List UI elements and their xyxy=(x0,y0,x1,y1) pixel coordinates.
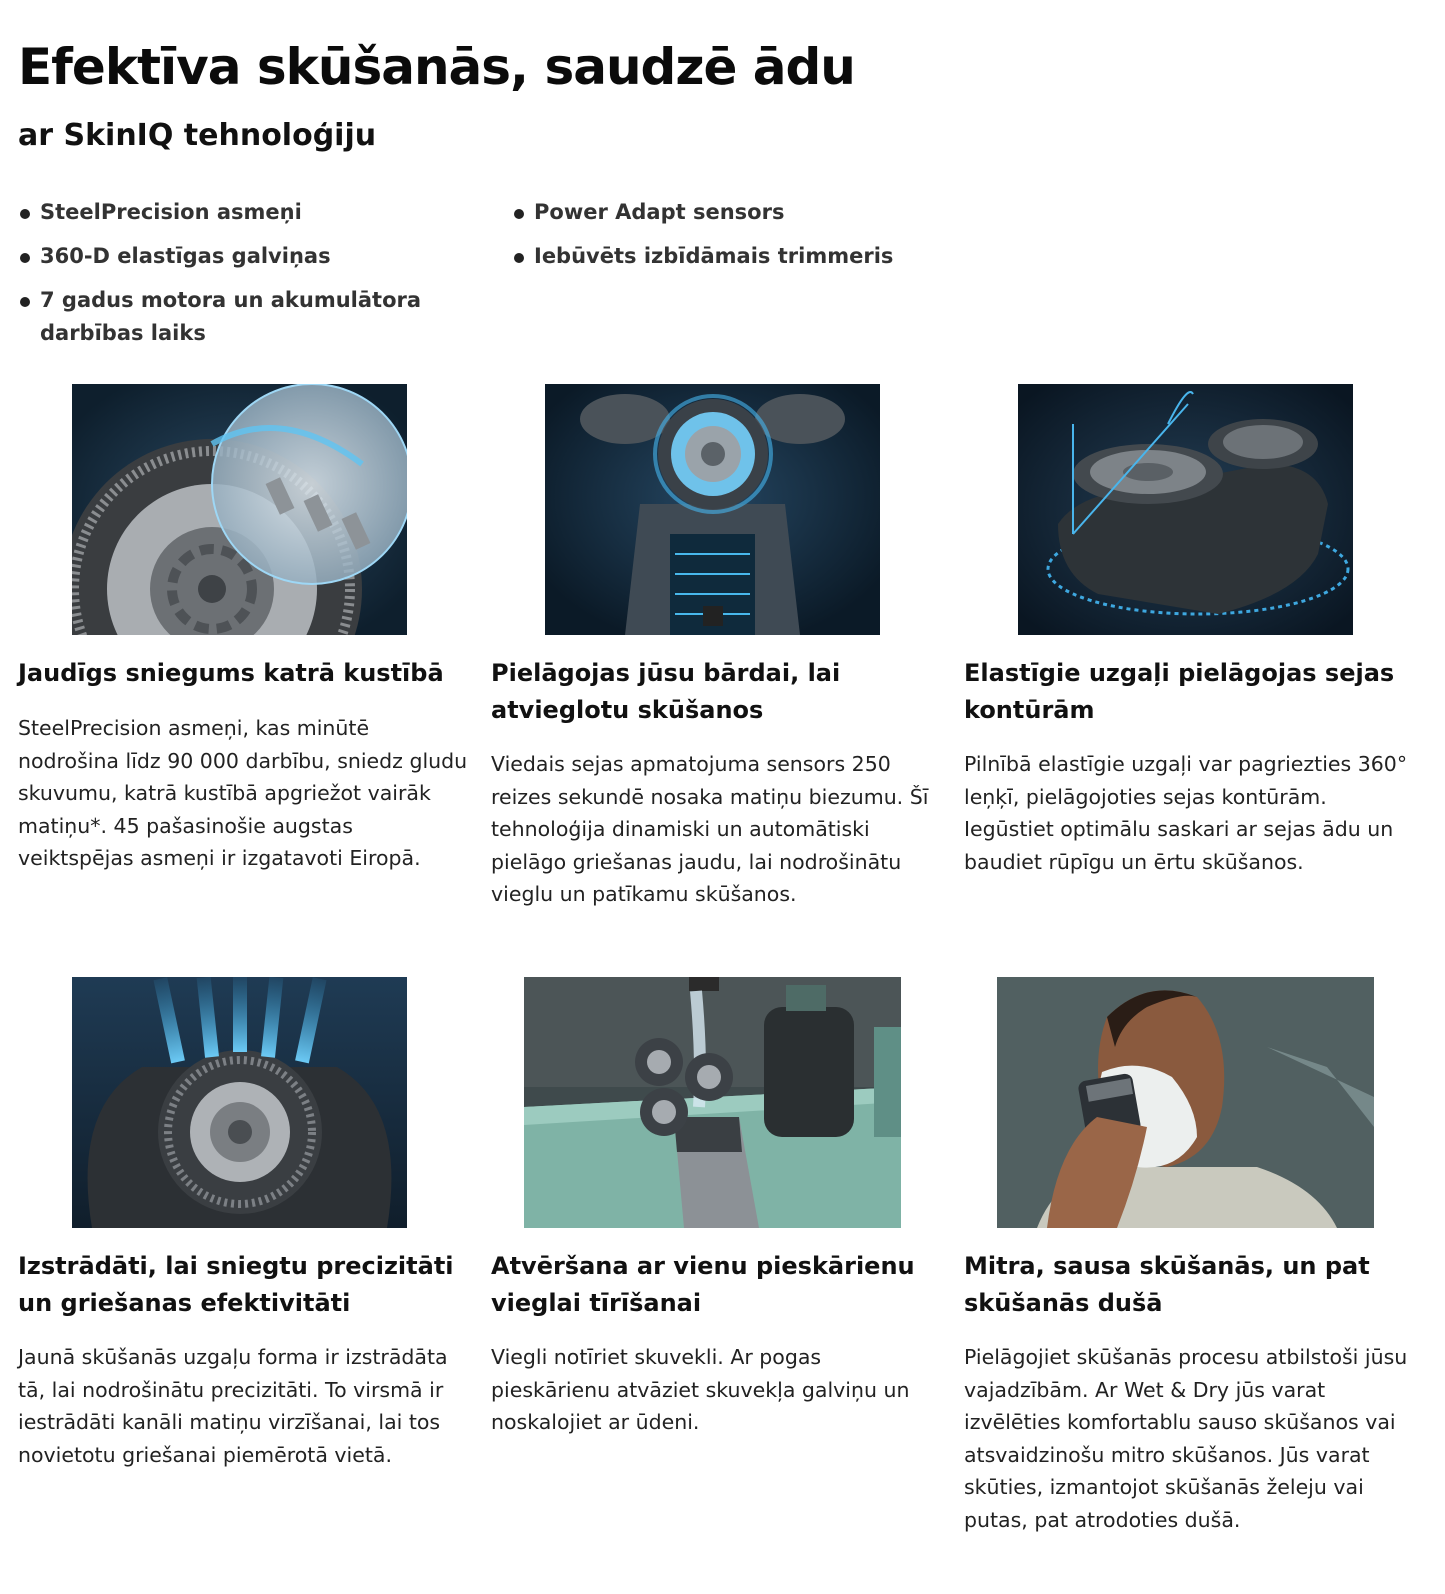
cleaning-image xyxy=(524,977,901,1228)
feature-title: Elastīgie uzgaļi pielāgojas sejas kontūrām xyxy=(964,659,1395,724)
blades-closeup-image xyxy=(72,384,407,635)
cleaning-illustration xyxy=(524,977,901,1228)
feature-title: Mitra, sausa skūšanās, un pat skūšanās dušā xyxy=(964,1252,1370,1317)
bullet-item: Power Adapt sensors xyxy=(512,196,982,229)
bullet-item: Iebūvēts izbīdāmais trimmeris xyxy=(512,240,982,273)
bullet-item: 7 gadus motora un akumulātora darbības laiks xyxy=(18,284,488,350)
feature-title: Jaudīgs sniegums katrā kustībā xyxy=(18,659,444,687)
feature-bullets-right xyxy=(512,196,982,284)
precision-illustration xyxy=(72,977,407,1228)
feature-description: Pilnībā elastīgie uzgaļi var pagriezties 360° leņķī, pielāgojoties sejas kontūrām. Iegūstiet optimālu saskari ar sejas ādu un baudiet rūpīgu un ērtu skūšanos. xyxy=(964,752,1408,874)
feature-description: Viedais sejas apmatojuma sensors 250 reizes sekundē nosaka matiņu biezumu. Šī tehnoloģija dinamiski un automātiski pielāgo griešanas jaudu, lai nodrošinātu vieglu un patīkamu skūšanos. xyxy=(491,752,929,906)
wet-dry-shaving-image xyxy=(997,977,1374,1228)
bullet-item: SteelPrecision asmeņi xyxy=(18,196,488,229)
blades-illustration xyxy=(72,384,407,635)
feature-description: Pielāgojiet skūšanās procesu atbilstoši jūsu vajadzībām. Ar Wet & Dry jūs varat izvēlēties komfortablu sauso skūšanos vai atsvaidzinošu mitro skūšanos. Jūs varat skūties, izmantojot skūšanās želeju vai putas, pat atrodoties dušā. xyxy=(964,1345,1408,1532)
precision-head-image xyxy=(72,977,407,1228)
sensor-illustration xyxy=(545,384,880,635)
feature-title: Izstrādāti, lai sniegtu precizitāti un griešanas efektivitāti xyxy=(18,1252,454,1317)
sensor-image xyxy=(545,384,880,635)
wet-dry-illustration xyxy=(997,977,1374,1228)
bullet-item: 360-D elastīgas galviņas xyxy=(18,240,488,273)
feature-description: SteelPrecision asmeņi, kas minūtē nodrošina līdz 90 000 darbību, sniedz gludu skuvumu, katrā kustībā apgriežot vairāk matiņu*. 45 pašasinošie augstas veiktspējas asmeņi ir izgatavoti Eiropā. xyxy=(18,716,468,870)
feature-description: Jaunā skūšanās uzgaļu forma ir izstrādāta tā, lai nodrošinātu precizitāti. To virsmā ir iestrādāti kanāli matiņu virzīšanai, lai tos novietotu griešanai piemērotā vietā. xyxy=(18,1345,448,1467)
page-subtitle: ar SkinIQ tehnoloģiju xyxy=(18,118,377,153)
feature-title: Atvēršana ar vienu pieskārienu vieglai tīrīšanai xyxy=(491,1252,915,1317)
feature-bullets-left xyxy=(18,196,488,361)
page-title: Efektīva skūšanās, saudzē ādu xyxy=(18,38,855,96)
flex-heads-image xyxy=(1018,384,1353,635)
feature-description: Viegli notīriet skuvekli. Ar pogas pieskārienu atvāziet skuvekļa galviņu un noskalojiet ar ūdeni. xyxy=(491,1345,910,1434)
feature-title: Pielāgojas jūsu bārdai, lai atvieglotu skūšanos xyxy=(491,659,841,724)
flex-heads-illustration xyxy=(1018,384,1353,635)
